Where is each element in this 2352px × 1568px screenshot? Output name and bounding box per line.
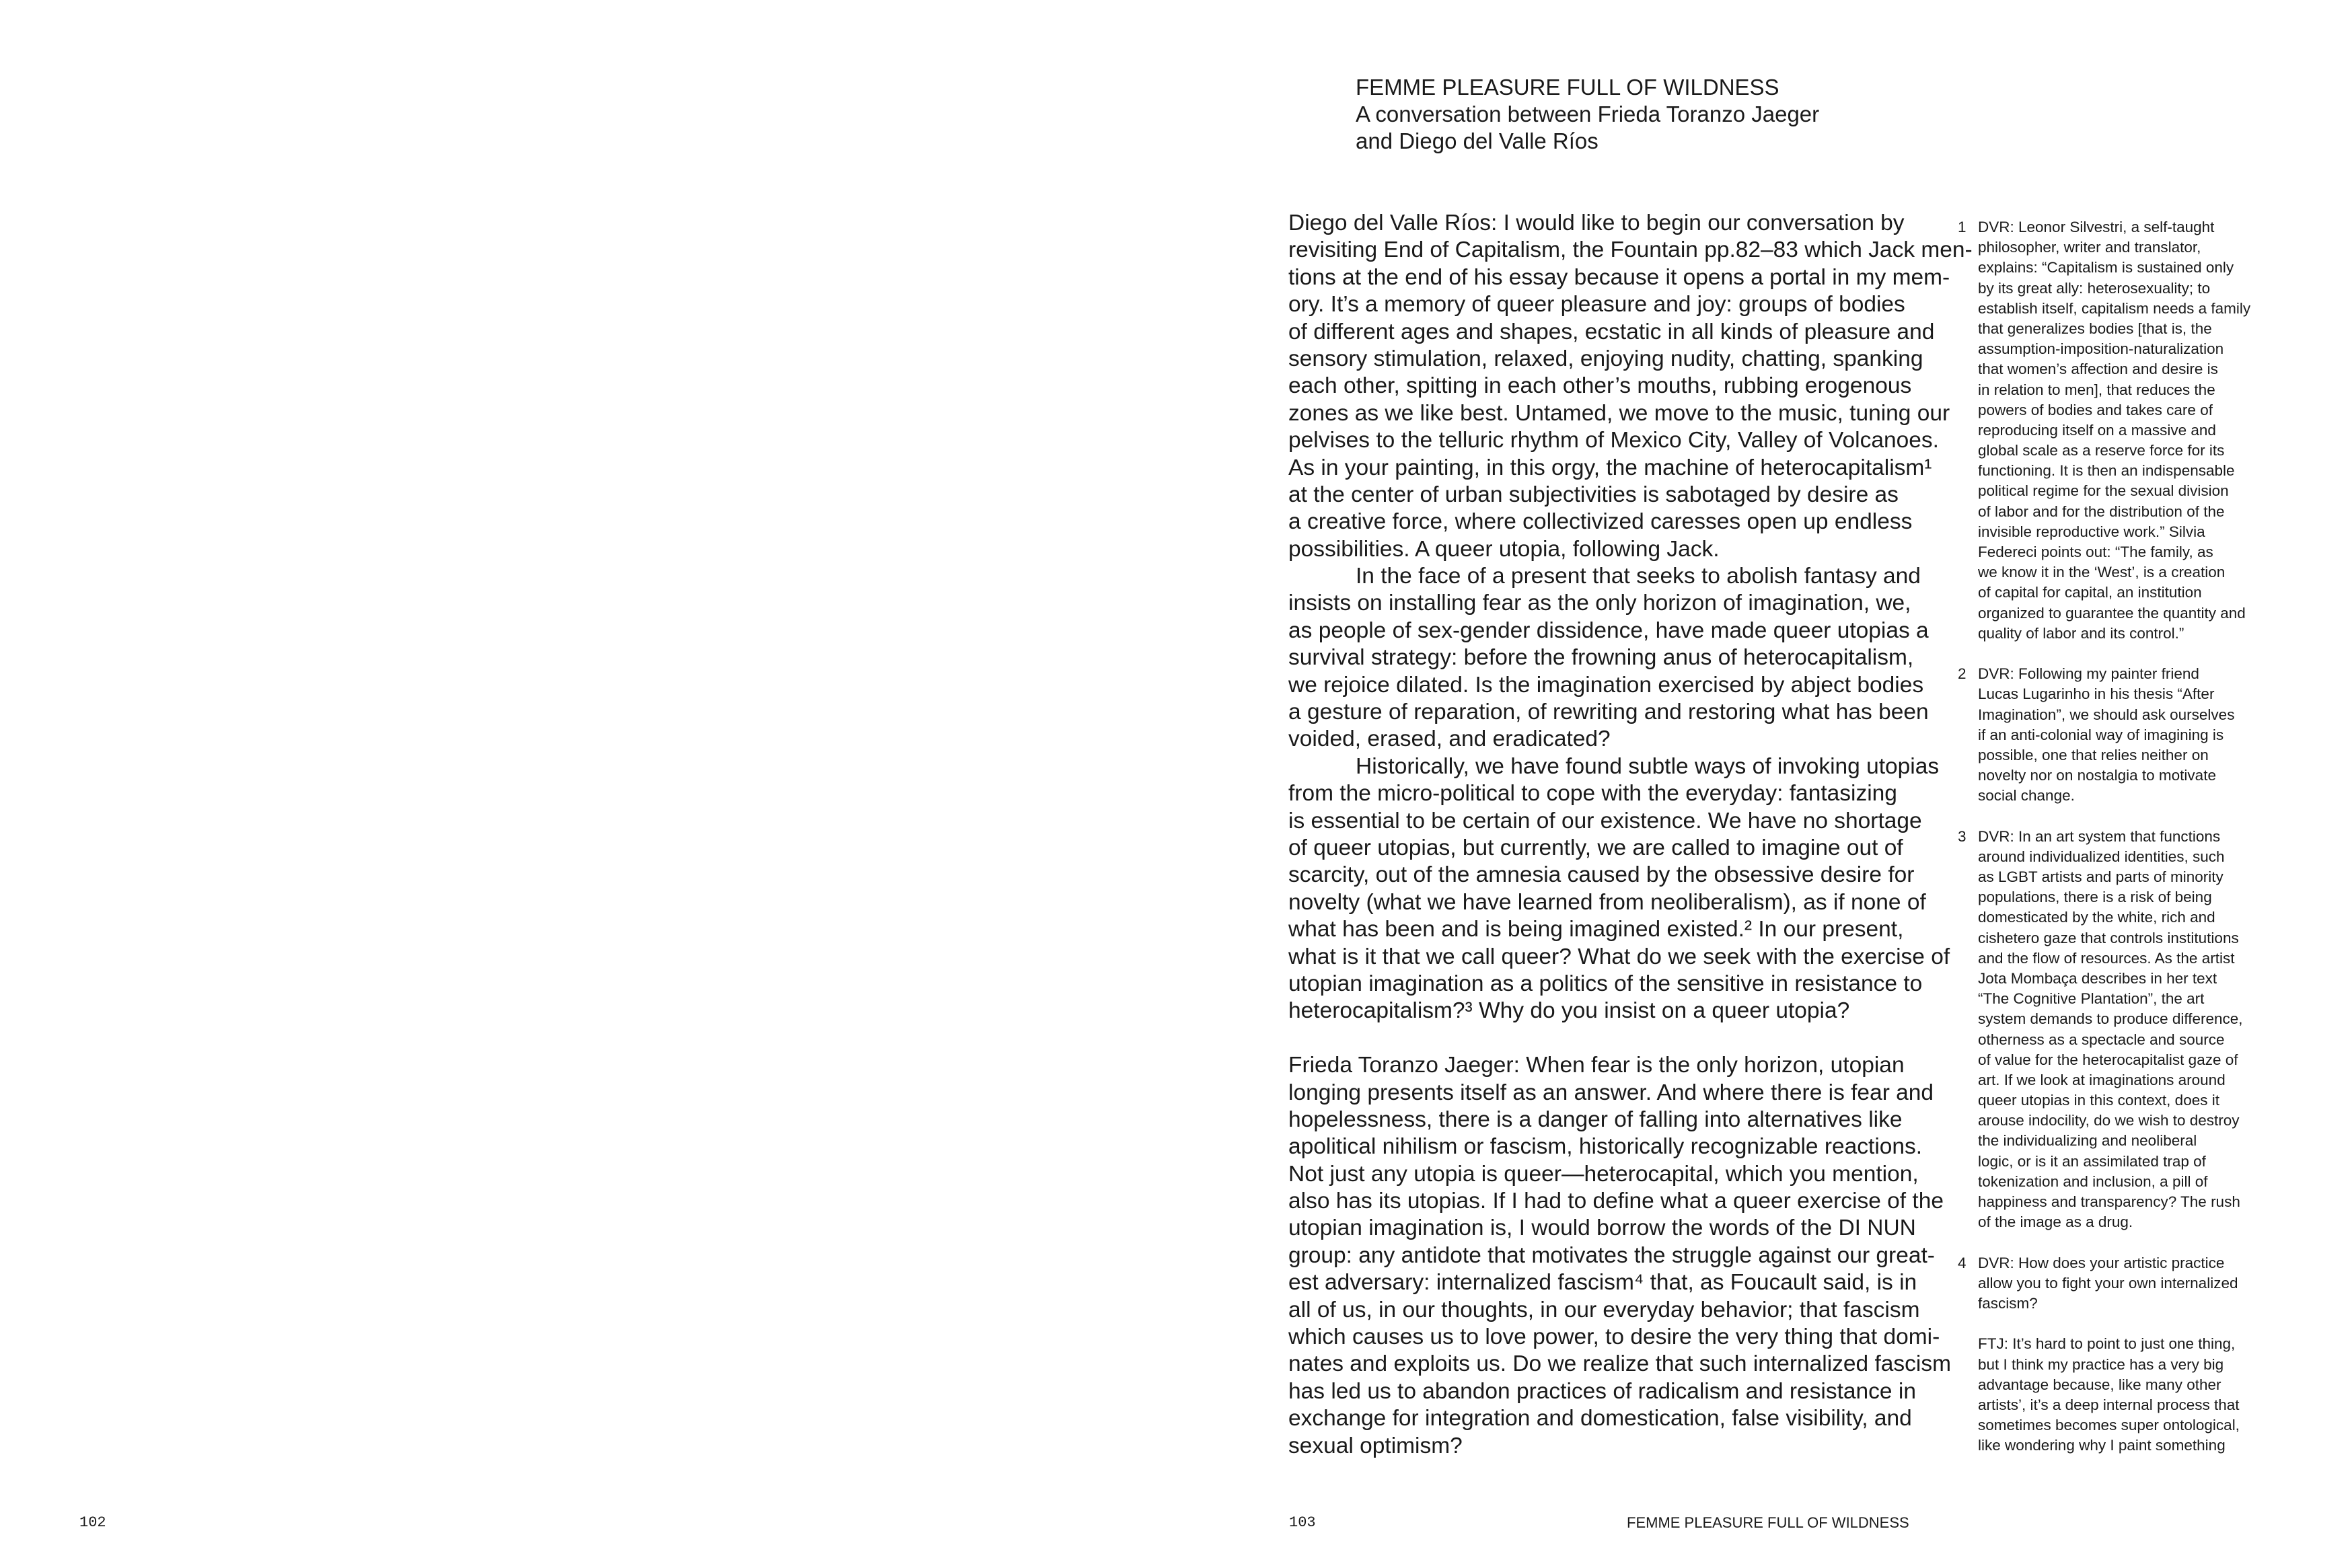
main-text-line: zones as we like best. Untamed, we move to the music, tuning our (1288, 400, 1950, 426)
main-text-line: Historically, we have found subtle ways of invoking utopias (1356, 753, 1940, 779)
main-text-line: In the face of a present that seeks to abolish fantasy and (1356, 564, 1921, 589)
footnote-line: novelty nor on nostalgia to motivate (1978, 767, 2216, 784)
article-title-block (1356, 74, 1961, 155)
main-text-line: heterocapitalism?³ Why do you insist on a queer utopia? (1288, 998, 1850, 1024)
footnote-line: invisible reproductive work.” Silvia (1978, 523, 2205, 540)
main-text-line: voided, erased, and eradicated? (1288, 726, 1611, 752)
footnote-line: populations, there is a risk of being (1978, 889, 2212, 906)
footnote-line: FTJ: It’s hard to point to just one thing, (1978, 1335, 2236, 1353)
footnote-1 (1958, 217, 2294, 644)
main-text-line: group: any antidote that motivates the struggle against our great- (1288, 1242, 1935, 1268)
footnote-gap (1958, 1232, 2294, 1253)
footnote-line: around individualized identities, such (1978, 848, 2225, 865)
main-text-line: As in your painting, in this orgy, the machine of heterocapitalism¹ (1288, 455, 1932, 480)
footnote-line: powers of bodies and takes care of (1978, 401, 2213, 418)
footnote-line: that generalizes bodies [that is, the (1978, 320, 2212, 337)
footnote-line: tokenization and inclusion, a pill of (1978, 1172, 2208, 1190)
main-text-line: possibilities. A queer utopia, following Jack. (1288, 536, 1720, 562)
main-text-line: at the center of urban subjectivities is sabotaged by desire as (1288, 482, 1899, 507)
footnote-line: queer utopias in this context, does it (1978, 1092, 2219, 1109)
footnote-line: Imagination”, we should ask ourselves (1978, 706, 2235, 723)
footnote-4 (1958, 1253, 2294, 1456)
main-text-line: hopelessness, there is a danger of falling into alternatives like (1288, 1107, 1903, 1132)
running-head: FEMME PLEASURE FULL OF WILDNESS (1627, 1514, 1909, 1531)
footnote-line: like wondering why I paint something (1978, 1437, 2226, 1454)
main-text-line: a gesture of reparation, of rewriting and restoring what has been (1288, 700, 1929, 725)
main-text-line: which causes us to love power, to desire the very thing that domi- (1288, 1324, 1940, 1350)
main-text-line: est adversary: internalized fascism⁴ that, as Foucault said, is in (1288, 1270, 1917, 1296)
footnote-line: domesticated by the white, rich and (1978, 909, 2215, 926)
main-text-line: utopian imagination as a politics of the sensitive in resistance to (1288, 971, 1923, 996)
article-subtitle-line-1: A conversation between Frieda Toranzo Jaeger (1356, 102, 1820, 126)
main-text-line: exchange for integration and domestication, false visibility, and (1288, 1406, 1912, 1431)
footnote-line: of capital for capital, an institution (1978, 584, 2202, 601)
footnote-line: artists’, it’s a deep internal process that (1978, 1396, 2240, 1413)
main-text-column (1288, 210, 1973, 1460)
footnote-line (1958, 1314, 2294, 1334)
footnote-gap (1958, 806, 2294, 826)
footnote-number: 1 (1958, 219, 1967, 235)
footnote-line: DVR: Following my painter friend (1978, 665, 2199, 683)
main-text-line: pelvises to the telluric rhythm of Mexico City, Valley of Volcanoes. (1288, 428, 1939, 453)
footnote-3 (1958, 827, 2294, 1233)
main-text-line: insists on installing fear as the only horizon of imagination, we, (1288, 591, 1911, 616)
footnote-line: the individualizing and neoliberal (1978, 1132, 2197, 1150)
footnote-line: and the flow of resources. As the artist (1978, 949, 2235, 967)
main-text-line: nates and exploits us. Do we realize that such internalized fascism (1288, 1351, 1952, 1377)
footnote-line: advantage because, like many other (1978, 1376, 2221, 1393)
footnote-line: but I think my practice has a very big (1978, 1355, 2224, 1373)
footnote-number: 4 (1958, 1254, 1967, 1271)
footnote-line: reproducing itself on a massive and (1978, 421, 2216, 439)
main-text-line: each other, spitting in each other’s mouths, rubbing erogenous (1288, 373, 1912, 399)
footnote-line: Jota Mombaça describes in her text (1978, 969, 2217, 987)
main-text-line: of different ages and shapes, ecstatic in all kinds of pleasure and (1288, 319, 1935, 344)
main-text-line: is essential to be certain of our existence. We have no shortage (1288, 808, 1922, 833)
footnote-line: we know it in the ‘West’, is a creation (1978, 564, 2226, 581)
footnote-line: global scale as a reserve force for its (1978, 442, 2225, 459)
footnote-line: DVR: In an art system that functions (1978, 827, 2221, 845)
footnote-line: cishetero gaze that controls institutions (1978, 929, 2239, 946)
main-text-line: Diego del Valle Ríos: I would like to begin our conversation by (1288, 211, 1905, 235)
footnotes-column (1958, 217, 2294, 1456)
article-subtitle-line-2: and Diego del Valle Ríos (1356, 128, 1598, 153)
main-text-line: longing presents itself as an answer. And where there is fear and (1288, 1080, 1934, 1105)
footnote-line: of value for the heterocapitalist gaze of (1978, 1051, 2238, 1068)
footnote-line: philosopher, writer and translator, (1978, 239, 2201, 256)
footnote-line: assumption-imposition-naturalization (1978, 340, 2224, 358)
footnote-line: DVR: Leonor Silvestri, a self-taught (1978, 219, 2215, 235)
main-text-line: of queer utopias, but currently, we are called to imagine out of (1288, 835, 1903, 860)
footnote-line: if an anti-colonial way of imagining is (1978, 726, 2224, 743)
footnote-line: explains: “Capitalism is sustained only (1978, 259, 2234, 276)
footnote-line: as LGBT artists and parts of minority (1978, 868, 2224, 885)
main-text-line: tions at the end of his essay because it opens a portal in my mem- (1288, 264, 1950, 290)
main-text-line: a creative force, where collectivized caresses open up endless (1288, 509, 1913, 535)
main-text-line: also has its utopias. If I had to define what a queer exercise of the (1288, 1189, 1944, 1214)
footnote-line: that women’s affection and desire is (1978, 361, 2218, 378)
footnote-line: logic, or is it an assimilated trap of (1978, 1152, 2206, 1170)
footnote-line: “The Cognitive Plantation”, the art (1978, 990, 2205, 1008)
footnote-line: organized to guarantee the quantity and (1978, 604, 2246, 622)
footnote-2 (1958, 664, 2294, 806)
footnote-line: Federeci points out: “The family, as (1978, 544, 2213, 560)
footnote-line: fascism? (1978, 1294, 2038, 1312)
footnote-number: 2 (1958, 665, 1967, 683)
footnote-line: system demands to produce difference, (1978, 1010, 2243, 1028)
footnote-line: arouse indocility, do we wish to destroy (1978, 1112, 2240, 1129)
footnote-line: functioning. It is then an indispensable (1978, 462, 2235, 480)
left-page-number: 102 (79, 1514, 106, 1531)
footnote-line: establish itself, capitalism needs a family (1978, 299, 2251, 317)
footnote-line: DVR: How does your artistic practice (1978, 1254, 2225, 1271)
footnote-line: political regime for the sexual division (1978, 482, 2229, 500)
main-text-line: apolitical nihilism or fascism, historically recognizable reactions. (1288, 1134, 1923, 1160)
main-text-line: novelty (what we have learned from neoliberalism), as if none of (1288, 889, 1926, 915)
main-text-line: sexual optimism? (1288, 1433, 1463, 1458)
footnote-line: in relation to men], that reduces the (1978, 381, 2215, 398)
main-text-line: Frieda Toranzo Jaeger: When fear is the only horizon, utopian (1288, 1053, 1905, 1078)
footnote-number: 3 (1958, 827, 1967, 845)
footnote-line: allow you to fight your own internalized (1978, 1274, 2238, 1292)
main-text-line: scarcity, out of the amnesia caused by the obsessive desire for (1288, 862, 1915, 888)
footnote-line: by its great ally: heterosexuality; to (1978, 279, 2211, 297)
main-text-line: what is it that we call queer? What do we seek with the exercise of (1288, 944, 1950, 969)
main-text-line: as people of sex-gender dissidence, have made queer utopias a (1288, 618, 1929, 643)
footnote-line: quality of labor and its control.” (1978, 624, 2184, 642)
paragraph-break (1288, 1025, 1944, 1052)
main-text-line: we rejoice dilated. Is the imagination exercised by abject bodies (1288, 672, 1924, 698)
footnote-line: art. If we look at imaginations around (1978, 1071, 2226, 1088)
main-text-line: all of us, in our thoughts, in our everyday behavior; that fascism (1288, 1297, 1920, 1322)
article-title: FEMME PLEASURE FULL OF WILDNESS (1356, 75, 1779, 100)
footnote-line: social change. (1978, 787, 2075, 805)
footnote-gap (1958, 644, 2294, 664)
main-text-line: sensory stimulation, relaxed, enjoying nudity, chatting, spanking (1288, 346, 1923, 371)
footnote-line: of the image as a drug. (1978, 1214, 2133, 1231)
main-text-line: utopian imagination is, I would borrow the words of the DI NUN (1288, 1216, 1916, 1241)
main-text-line: what has been and is being imagined existed.² In our present, (1288, 917, 1904, 942)
footnote-line: sometimes becomes super ontological, (1978, 1417, 2240, 1434)
footnote-line: otherness as a spectacle and source (1978, 1031, 2225, 1048)
main-text-line: Not just any utopia is queer—heterocapital, which you mention, (1288, 1161, 1919, 1187)
main-text-line: ory. It’s a memory of queer pleasure and joy: groups of bodies (1288, 292, 1905, 318)
main-text-line: has led us to abandon practices of radicalism and resistance in (1288, 1378, 1916, 1404)
footnote-line: happiness and transparency? The rush (1978, 1193, 2240, 1210)
footnote-line: possible, one that relies neither on (1978, 746, 2209, 763)
main-text-line: from the micro-political to cope with the everyday: fantasizing (1288, 781, 1897, 807)
footnote-line: Lucas Lugarinho in his thesis “After (1978, 685, 2215, 703)
footnote-line: of labor and for the distribution of the (1978, 502, 2225, 520)
main-text-line: revisiting End of Capitalism, the Fountain pp.82–83 which Jack men- (1288, 237, 1973, 263)
main-text-line: survival strategy: before the frowning anus of heterocapitalism, (1288, 645, 1914, 671)
right-page-number: 103 (1289, 1514, 1316, 1531)
